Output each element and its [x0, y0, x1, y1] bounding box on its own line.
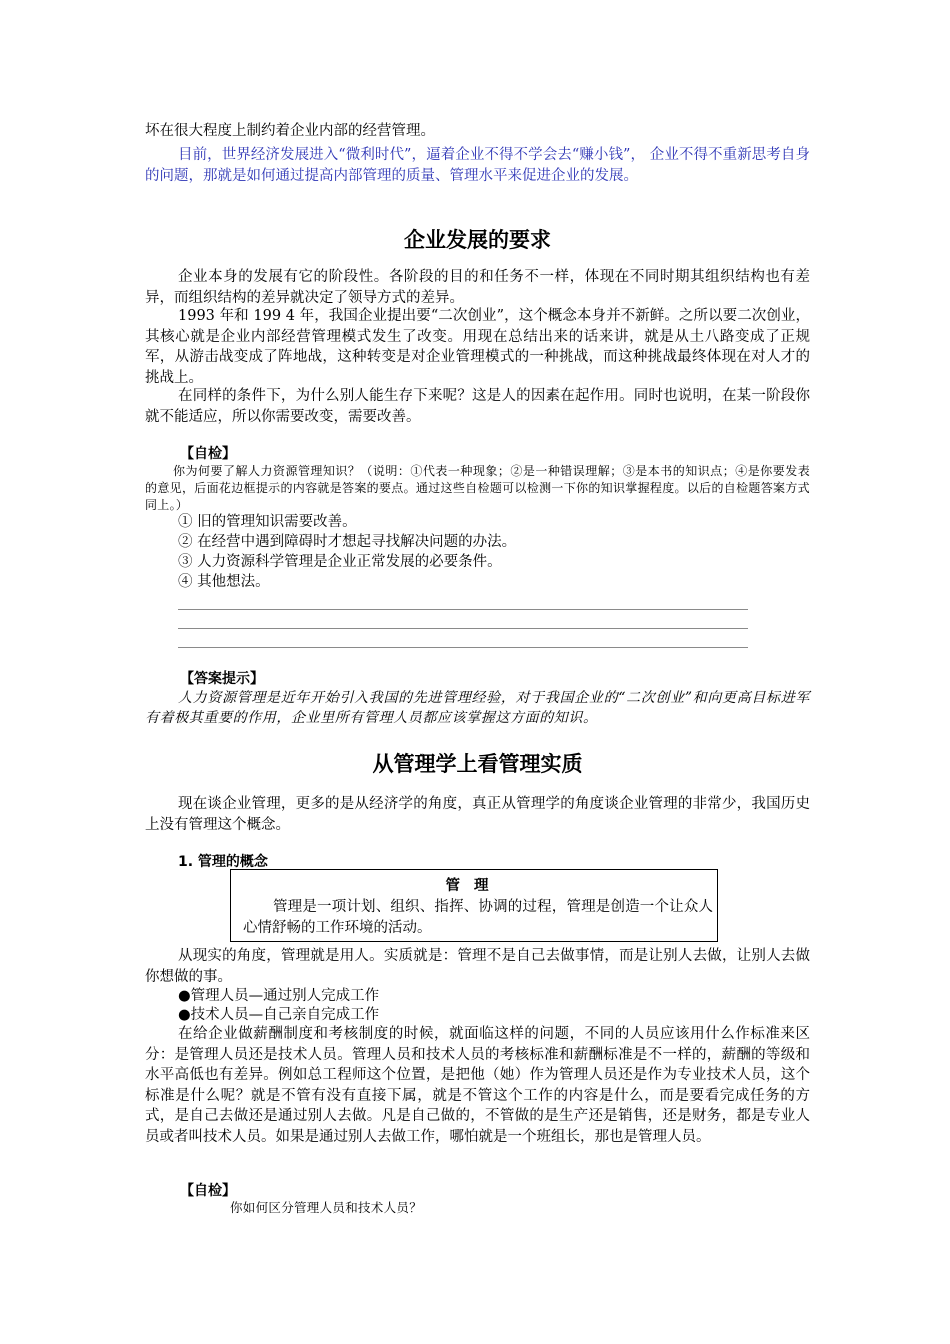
intro-blue-paragraph: 目前，世界经济发展进入“微利时代”，逼着企业不得不学会去“赚小钱”， 企业不得不重新思考自身的问题，那就是如何通过提高内部管理的质量、管理水平来促进企业的发展。	[145, 147, 810, 184]
section2-paragraph-2: 从现实的角度，管理就是用人。实质就是：管理不是自己去做事情，而是让别人去做，让别人去做你想做的事。	[145, 948, 810, 985]
option-4: ④ 其他想法。	[178, 574, 270, 590]
intro-line: 坏在很大程度上制约着企业内部的经营管理。	[145, 123, 435, 139]
answer-hint-text: 人力资源管理是近年开始引入我国的先进管理经验，对于我国企业的“二次创业”和向更高目标进军有着极其重要的作用，企业里所有管理人员都应该掌握这方面的知识。	[145, 690, 810, 726]
selfcheck-label: 【自检】	[180, 446, 236, 462]
section2-paragraph-1: 现在谈企业管理，更多的是从经济学的角度，真正从管理学的角度谈企业管理的非常少，我国历史上没有管理这个概念。	[145, 796, 810, 833]
selfcheck2-question: 你如何区分管理人员和技术人员？	[230, 1200, 423, 1215]
selfcheck-question: 你为何要了解人力资源管理知识？（说明：①代表一种现象；②是一种错误理解；③是本书的知识点；④是你要发表的意见，后面花边框提示的内容就是答案的要点。通过这些自检题可以检测一下你的知识掌握程度。以后的自检题答案方式同上。）	[145, 464, 810, 512]
definition-box-text: 管理是一项计划、组织、指挥、协调的过程，管理是创造一个让众人心情舒畅的工作环境的活动。	[243, 899, 713, 936]
section-title-management-essence: 从管理学上看管理实质	[372, 752, 583, 776]
section2-paragraph-3: 在给企业做薪酬制度和考核制度的时候，就面临这样的问题，不同的人员应该用什么作标准来区分：是管理人员还是技术人员。管理人员和技术人员的考核标准和薪酬标准是不一样的，薪酬的等级和水平高低也有差异。例如总工程师这个位置，是把他（她）作为管理人员还是作为专业技术人员，这个标准是什么呢？就是不管有没有直接下属，就是不管这个工作的内容是什么，而是要看完成任务的方式，是自己去做还是通过别人去做。凡是自己做的，不管做的是生产还是销售，还是财务，都是专业人员或者叫技术人员。如果是通过别人去做工作，哪怕就是一个班组长，那也是管理人员。	[145, 1026, 810, 1145]
answer-line-2	[178, 628, 748, 629]
answer-hint-label: 【答案提示】	[180, 671, 264, 687]
bullet-managers: ●管理人员—通过别人完成工作	[178, 988, 380, 1004]
section1-paragraph-3: 在同样的条件下，为什么别人能生存下来呢？这是人的因素在起作用。同时也说明，在某一阶段你就不能适应，所以你需要改变，需要改善。	[145, 388, 810, 425]
section1-paragraph-2: 1993 年和 199 4 年，我国企业提出要“二次创业”，这个概念本身并不新鲜。之所以要二次创业，其核心就是企业内部经营管理模式发生了改变。用现在总结出来的话来讲，就是从土八路变成了正规军，从游击战变成了阵地战，这种转变是对企业管理模式的一种挑战，而这种挑战最终体现在对人才的挑战上。	[145, 308, 810, 386]
section1-paragraph-1: 企业本身的发展有它的阶段性。各阶段的目的和任务不一样，体现在不同时期其组织结构也有差异，而组织结构的差异就决定了领导方式的差异。	[145, 269, 810, 306]
definition-box-title: 管理	[445, 877, 503, 894]
section-title-enterprise-development: 企业发展的要求	[404, 228, 551, 252]
definition-box	[230, 869, 718, 942]
answer-line-3	[178, 647, 748, 648]
option-3: ③ 人力资源科学管理是企业正常发展的必要条件。	[178, 554, 502, 570]
subsection-management-concept: 1. 管理的概念	[178, 854, 268, 870]
bullet-technicians: ●技术人员—自己亲自完成工作	[178, 1007, 380, 1023]
option-2: ② 在经营中遇到障碍时才想起寻找解决问题的办法。	[178, 534, 517, 550]
selfcheck2-label: 【自检】	[180, 1183, 236, 1199]
answer-line-1	[178, 609, 748, 610]
option-1: ① 旧的管理知识需要改善。	[178, 514, 357, 530]
